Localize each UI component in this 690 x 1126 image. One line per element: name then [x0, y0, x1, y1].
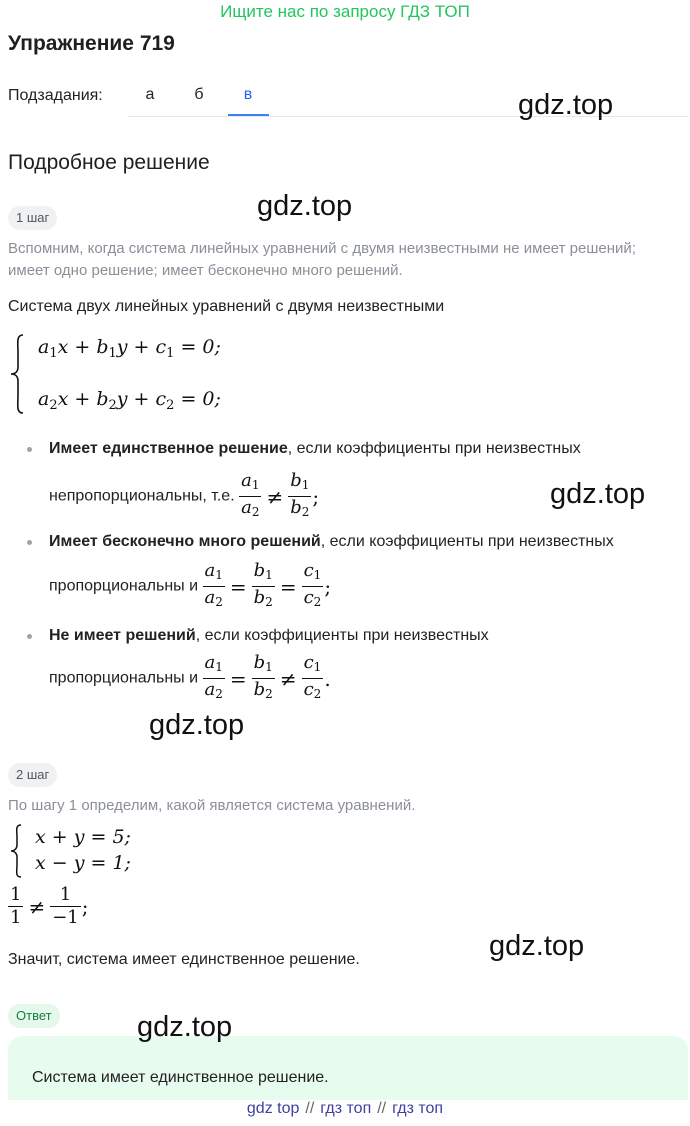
- general-equation-2: $a_2x + b_2y + c_2 = 0$;: [38, 388, 221, 413]
- watermark: gdz.top: [257, 190, 353, 222]
- bullet-dot: [27, 634, 32, 639]
- step-1-badge: 1 шаг: [8, 206, 57, 230]
- active-tab-indicator: [228, 114, 269, 116]
- footer-separator: //: [305, 1100, 315, 1117]
- step-1-hint: Вспомним, когда система линейных уравнений с двумя неизвестными не имеет решений; имеет одно решение; имеет бесконечно много решений.: [8, 240, 636, 279]
- watermark: gdz.top: [149, 709, 245, 741]
- ratio-comparison: $\frac{1}{1}$ ≠ $\frac{1}{-1}$ ;: [10, 884, 89, 928]
- tab-subtask-a[interactable]: а: [145, 86, 155, 103]
- bullet-3-line1: Не имеет решений, если коэффициенты при неизвестных: [49, 627, 489, 644]
- tab-subtask-b[interactable]: б: [194, 86, 204, 103]
- answer-box: [8, 1036, 688, 1100]
- watermark: gdz.top: [550, 478, 646, 510]
- step-2-hint: По шагу 1 определим, какой является система уравнений.: [8, 797, 416, 814]
- bullet-2-line1: Имеет бесконечно много решений, если коэффициенты при неизвестных: [49, 533, 614, 550]
- system-brace: [8, 823, 26, 879]
- page-title: Упражнение 719: [8, 32, 175, 55]
- bullet-3-line2: пропорциональны и $\frac{a_1}{a_2}$ = $\frac{b_1}{b_2}$ ≠ $\frac{c_1}{c_2}$ .: [49, 652, 336, 705]
- bullet-1-line2: непропорциональны, т.е. $\frac{a_1}{a_2}$ ≠ $\frac{b_1}{b_2}$ ;: [49, 470, 324, 523]
- top-banner: Ищите нас по запросу ГДЗ ТОП: [220, 2, 470, 21]
- answer-badge: Ответ: [8, 1004, 60, 1028]
- step-2-conclusion: Значит, система имеет единственное решение.: [8, 951, 360, 968]
- general-equation-1: $a_1x + b_1y + c_1 = 0$;: [38, 336, 221, 361]
- watermark: gdz.top: [489, 930, 585, 962]
- bullet-dot: [27, 540, 32, 545]
- system-brace: [8, 333, 28, 415]
- bullet-1-line1: Имеет единственное решение, если коэффициенты при неизвестных: [49, 440, 581, 457]
- bullet-2-line2: пропорциональны и $\frac{a_1}{a_2}$ = $\frac{b_1}{b_2}$ = $\frac{c_1}{c_2}$ ;: [49, 560, 336, 613]
- footer-links: [0, 1100, 690, 1118]
- watermark: gdz.top: [518, 89, 614, 121]
- footer-link-1[interactable]: gdz top: [246, 1100, 300, 1117]
- footer-separator: //: [377, 1100, 387, 1117]
- tab-subtask-v[interactable]: в: [243, 86, 253, 103]
- bullet-dot: [27, 447, 32, 452]
- watermark: gdz.top: [137, 1011, 233, 1043]
- footer-link-3[interactable]: гдз топ: [392, 1100, 444, 1117]
- equation-2: x − y = 1;: [35, 852, 131, 874]
- answer-text: Система имеет единственное решение.: [32, 1069, 329, 1086]
- footer-link-2[interactable]: гдз топ: [320, 1100, 372, 1117]
- subtasks-label: Подзадания:: [8, 87, 103, 104]
- step-2-badge: 2 шаг: [8, 763, 57, 787]
- step-1-intro: Система двух линейных уравнений с двумя неизвестными: [8, 298, 445, 315]
- equation-1: x + y = 5;: [35, 826, 131, 848]
- fraction-a1-a2: $\frac{a_1}{a_2}$: [239, 470, 261, 523]
- solution-title: Подробное решение: [8, 151, 210, 174]
- fraction-b1-b2: $\frac{b_1}{b_2}$: [288, 470, 311, 523]
